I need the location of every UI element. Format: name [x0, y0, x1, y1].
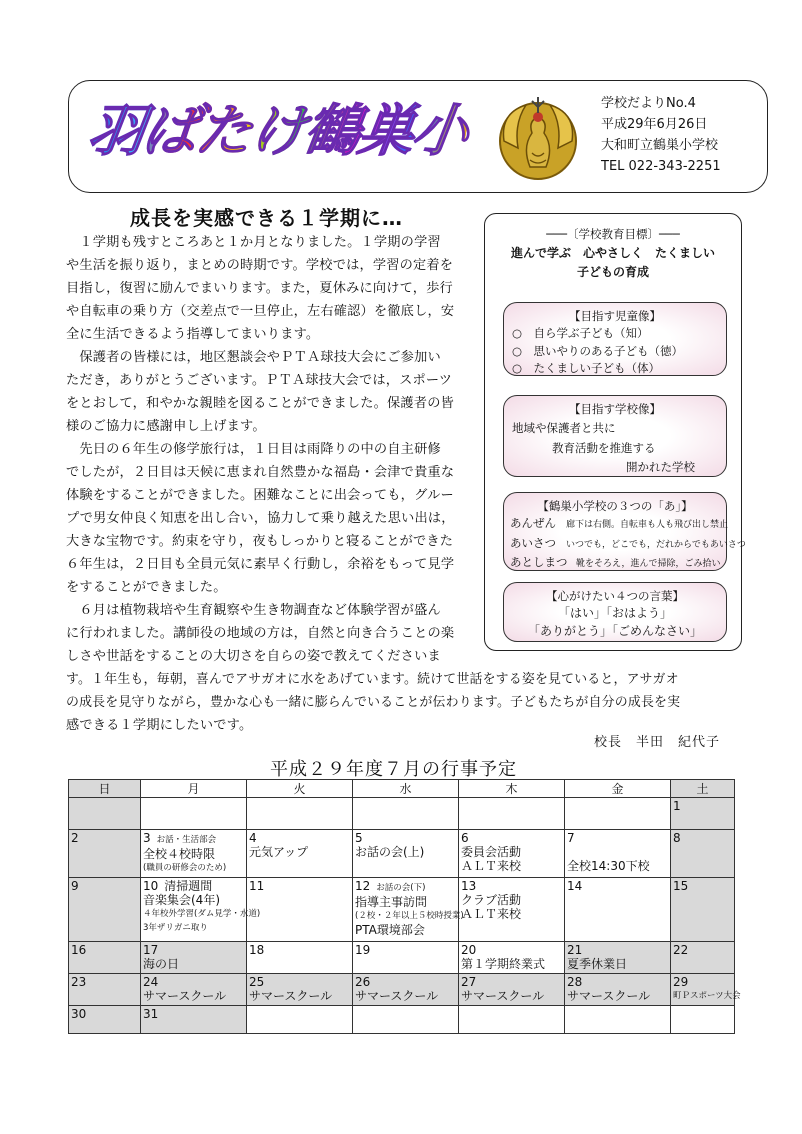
- article-line: 保護者の皆様には，地区懇談会やＰＴＡ球技大会にご参加い: [66, 350, 441, 365]
- calendar-week-row: [69, 830, 735, 878]
- calendar-day-cell: [353, 878, 464, 942]
- calendar-day-cell: [69, 798, 141, 830]
- calendar-day-cell: [141, 1006, 247, 1034]
- list-item: [510, 554, 726, 574]
- day-number: 6: [461, 831, 469, 845]
- three-a-box: [503, 492, 746, 571]
- day-number: 5: [355, 831, 363, 845]
- day-note: お話・生活部会: [156, 835, 217, 845]
- school-name: 大和町立鶴巣小学校: [601, 138, 719, 153]
- day-number: 19: [355, 943, 371, 957]
- calendar-event: 海の日: [143, 957, 180, 971]
- calendar-week-row: [69, 942, 735, 974]
- event-calendar: [68, 779, 741, 1034]
- weekday-header: 土: [671, 780, 735, 798]
- calendar-event: ＡＬＴ来校: [461, 907, 522, 921]
- article-line: 全に生活できるよう指導してまいります。: [66, 327, 320, 342]
- calendar-day-cell: [671, 1006, 735, 1034]
- article-line: ６月は植物栽培や生育観察や生き物調査など体験学習が盛ん: [66, 603, 441, 618]
- calendar-day-cell: [565, 878, 671, 942]
- article-line: をすることができました。: [66, 580, 227, 595]
- calendar-event: サマースクール: [249, 989, 333, 1003]
- weekday-header: 火: [247, 780, 353, 798]
- calendar-event: 夏季休業日: [567, 957, 628, 971]
- calendar-event: 全校14:30下校: [567, 859, 650, 873]
- calendar-day-cell: [141, 830, 247, 878]
- list-item: 「はい」「おはよう」: [557, 606, 672, 620]
- article-line: や生活を振り返り，まとめの時期です。学校では，学習の定着を: [66, 258, 454, 273]
- newsletter-number: 学校だよりNo.4: [601, 96, 696, 111]
- article-line: 体験をすることができました。困難なことに出会っても，グルー: [66, 488, 454, 503]
- article-line: １学期も残すところあと１か月となりました。１学期の学習: [66, 235, 441, 250]
- day-number: 2: [71, 831, 79, 845]
- article-line: をとおして，和やかな親睦を図ることができました。保護者の皆: [66, 396, 454, 411]
- list-item: [510, 515, 729, 535]
- school-phone: TEL 022-343-2251: [601, 159, 721, 174]
- calendar-day-cell: [565, 830, 671, 878]
- box-title: 【目指す児童像】: [569, 309, 661, 323]
- calendar-week-row: [69, 1006, 735, 1034]
- article-line: や自転車の乗り方（交差点で一旦停止，左右確認）を徹底し，安: [66, 304, 455, 319]
- article-line: 大きな宝物です。約束を守り，夜もしっかりと寝ることができた: [66, 534, 454, 549]
- newsletter-title: 羽ばたけ鶴巣小: [83, 87, 472, 167]
- article-line: でしたが，２日目は天候に恵まれ自然豊かな福島・会津で貴重な: [66, 465, 455, 480]
- article-line: ６年生は，２日目も全員元気に素早く行動し，余裕をもって見学: [66, 557, 455, 572]
- day-number: 15: [673, 879, 689, 893]
- a-desc: 靴をそろえ，進んで掃除，ごみ拾い: [576, 559, 721, 569]
- day-number: 13: [461, 879, 477, 893]
- goal-statement: [485, 244, 741, 282]
- calendar-event: 音楽集会(4年): [143, 893, 220, 907]
- a-word: あとしまつ: [510, 555, 568, 569]
- calendar-event: ＡＬＴ来校: [461, 859, 522, 873]
- day-number: 1: [673, 799, 681, 813]
- article-line: 様のご協力に感謝申し上げます。: [66, 419, 266, 434]
- school-info: [601, 93, 721, 177]
- article-line: の成長を見守りながら，豊かな心も一緒に膨らんでいることが伝わります。子どもたちが自分の成長を実: [66, 695, 681, 710]
- calendar-day-cell: [247, 942, 353, 974]
- calendar-title: 平成２９年度７月の行事予定: [270, 759, 517, 780]
- calendar-day-cell: [671, 798, 735, 830]
- day-number: 29: [673, 975, 689, 989]
- article-line: に行われました。講師役の地域の方は，自然と向き合うことの楽: [66, 626, 455, 641]
- calendar-event: 町Ｐスポーツ大会: [673, 991, 741, 1001]
- day-number: 12: [355, 879, 371, 893]
- ideal-school-box: [503, 395, 727, 477]
- calendar-day-cell: [69, 1006, 141, 1034]
- a-desc: 廊下は右側。自転車も人も飛び出し禁止: [566, 520, 729, 530]
- weekday-header: 月: [141, 780, 247, 798]
- calendar-day-cell: [459, 798, 565, 830]
- day-note: お話の会(下): [376, 883, 426, 893]
- day-number: 26: [355, 975, 371, 989]
- list-item: ○ 自ら学ぶ子ども（知）: [512, 326, 649, 340]
- list-item: 「ありがとう」「ごめんなさい」: [527, 623, 702, 638]
- day-number: 27: [461, 975, 477, 989]
- day-number: 21: [567, 943, 583, 957]
- a-word: あんぜん: [510, 516, 556, 530]
- calendar-event: PTA環境部会: [355, 923, 425, 937]
- issue-date: 平成29年6月26日: [601, 117, 708, 132]
- calendar-event: 3年ザリガニ取り: [143, 923, 208, 933]
- day-number: 17: [143, 943, 159, 957]
- list-item: 地域や保護者と共に: [512, 421, 616, 435]
- newsletter-header: [68, 80, 768, 193]
- goal-heading: ───〔学校教育目標〕───: [546, 227, 680, 241]
- a-desc: いつでも，どこでも，だれからでもあいさつ: [566, 539, 746, 550]
- weekday-header: 水: [353, 780, 459, 798]
- calendar-event: サマースクール: [567, 989, 651, 1003]
- weekday-header-row: [69, 780, 735, 798]
- article-line: しさや世話をすることの大切さを自らの姿で教えてくださいま: [66, 649, 441, 664]
- list-item: [510, 535, 746, 555]
- list-item: ○ たくましい子ども（体）: [512, 361, 661, 375]
- principal-signature: 校長 半田 紀代子: [594, 735, 721, 750]
- calendar-day-cell: [459, 974, 565, 1006]
- school-goals-sidebar: [484, 213, 746, 651]
- article-line: ただき，ありがとうございます。ＰＴＡ球技大会では，スポーツ: [66, 373, 453, 388]
- article-headline: 成長を実感できる１学期に…: [130, 206, 403, 230]
- calendar-day-cell: [69, 974, 141, 1006]
- calendar-day-cell: [565, 1006, 671, 1034]
- article-line: 先日の６年生の修学旅行は，１日目は雨降りの中の自主研修: [66, 442, 441, 457]
- calendar-day-cell: [247, 1006, 353, 1034]
- goal-line: 進んで学ぶ 心やさしく たくましい: [510, 246, 715, 260]
- calendar-day-cell: [141, 798, 247, 830]
- calendar-day-cell: [671, 942, 735, 974]
- box-title: 【目指す学校像】: [569, 402, 661, 416]
- calendar-week-row: [69, 974, 735, 1006]
- day-number: 20: [461, 943, 477, 957]
- list-item: 開かれた学校: [626, 460, 695, 474]
- box-title: 【鶴巣小学校の３つの「あ」】: [537, 499, 693, 513]
- day-number: 4: [249, 831, 257, 845]
- calendar-week-row: [69, 798, 735, 830]
- list-item: ○ 思いやりのある子ども（徳）: [512, 343, 684, 358]
- day-number: 31: [143, 1007, 159, 1021]
- day-number: 18: [249, 943, 265, 957]
- calendar-event: お話の会(上): [355, 845, 425, 859]
- day-number: 11: [249, 879, 265, 893]
- calendar-day-cell: [459, 942, 565, 974]
- calendar-event: [567, 845, 668, 859]
- calendar-event: 元気アップ: [249, 845, 309, 859]
- calendar-day-cell: [459, 878, 565, 942]
- calendar-event: サマースクール: [143, 989, 227, 1003]
- article-line: プで男女仲良く知恵を出し合い，協力して乗り越えた思い出は，: [66, 511, 455, 526]
- day-number: 10: [143, 879, 159, 893]
- calendar-day-cell: [69, 942, 141, 974]
- calendar-event: サマースクール: [461, 989, 545, 1003]
- calendar-day-cell: [353, 942, 459, 974]
- calendar-week-row: [69, 878, 735, 942]
- calendar-day-cell: [671, 878, 735, 942]
- day-number: 14: [567, 879, 583, 893]
- crane-emblem-icon: [496, 93, 580, 183]
- weekday-header: 木: [459, 780, 565, 798]
- calendar-day-cell: [247, 798, 353, 830]
- calendar-event: 委員会活動: [461, 845, 522, 859]
- four-words-box: [503, 582, 727, 642]
- calendar-day-cell: [141, 974, 247, 1006]
- calendar-event: サマースクール: [355, 989, 439, 1003]
- calendar-day-cell: [69, 878, 141, 942]
- calendar-day-cell: [671, 974, 741, 1006]
- calendar-day-cell: [247, 974, 353, 1006]
- ideal-student-box: [503, 302, 727, 376]
- calendar-day-cell: [565, 798, 671, 830]
- day-number: 7: [567, 831, 575, 845]
- day-number: 16: [71, 943, 87, 957]
- day-number: 23: [71, 975, 87, 989]
- calendar-event: クラブ活動: [461, 893, 522, 907]
- day-note: 清掃週間: [164, 879, 213, 893]
- calendar-day-cell: [141, 942, 247, 974]
- calendar-day-cell: [565, 974, 671, 1006]
- calendar-day-cell: [247, 878, 353, 942]
- day-number: 28: [567, 975, 583, 989]
- calendar-event: (職員の研修会のため): [143, 863, 227, 873]
- day-number: 3: [143, 831, 151, 845]
- article-line: す。１年生も，毎朝，喜んでアサガオに水をあげています。続けて世話をする姿を見ていると，アサガオ: [66, 672, 679, 687]
- list-item: 教育活動を推進する: [552, 440, 656, 455]
- calendar-day-cell: [353, 1006, 459, 1034]
- calendar-day-cell: [353, 798, 459, 830]
- weekday-header: 日: [69, 780, 141, 798]
- day-number: 8: [673, 831, 681, 845]
- day-number: 22: [673, 943, 689, 957]
- weekday-header: 金: [565, 780, 671, 798]
- calendar-day-cell: [459, 1006, 565, 1034]
- box-title: 【心がけたい４つの言葉】: [546, 589, 684, 603]
- calendar-day-cell: [459, 830, 565, 878]
- calendar-event: ４年校外学習(ダム見学・水道): [143, 909, 261, 919]
- calendar-day-cell: [353, 974, 459, 1006]
- calendar-event: 全校４校時限: [143, 847, 216, 861]
- goal-line: 子どもの育成: [576, 265, 649, 279]
- calendar-day-cell: [353, 830, 459, 878]
- day-number: 24: [143, 975, 159, 989]
- day-number: 25: [249, 975, 265, 989]
- calendar-event: 第１学期終業式: [461, 957, 546, 971]
- day-number: 9: [71, 879, 79, 893]
- article-line: 目指し，復習に励んでまいります。また，夏休みに向けて，歩行: [66, 281, 453, 296]
- day-number: 30: [71, 1007, 87, 1021]
- calendar-event: 指導主事訪問: [355, 895, 428, 909]
- article-line: 感できる１学期にしたいです。: [66, 718, 253, 733]
- calendar-day-cell: [671, 830, 735, 878]
- calendar-day-cell: [565, 942, 671, 974]
- a-word: あいさつ: [510, 535, 556, 550]
- calendar-event: (２校・２年以上５校時授業): [355, 911, 464, 921]
- calendar-day-cell: [69, 830, 141, 878]
- calendar-day-cell: [247, 830, 353, 878]
